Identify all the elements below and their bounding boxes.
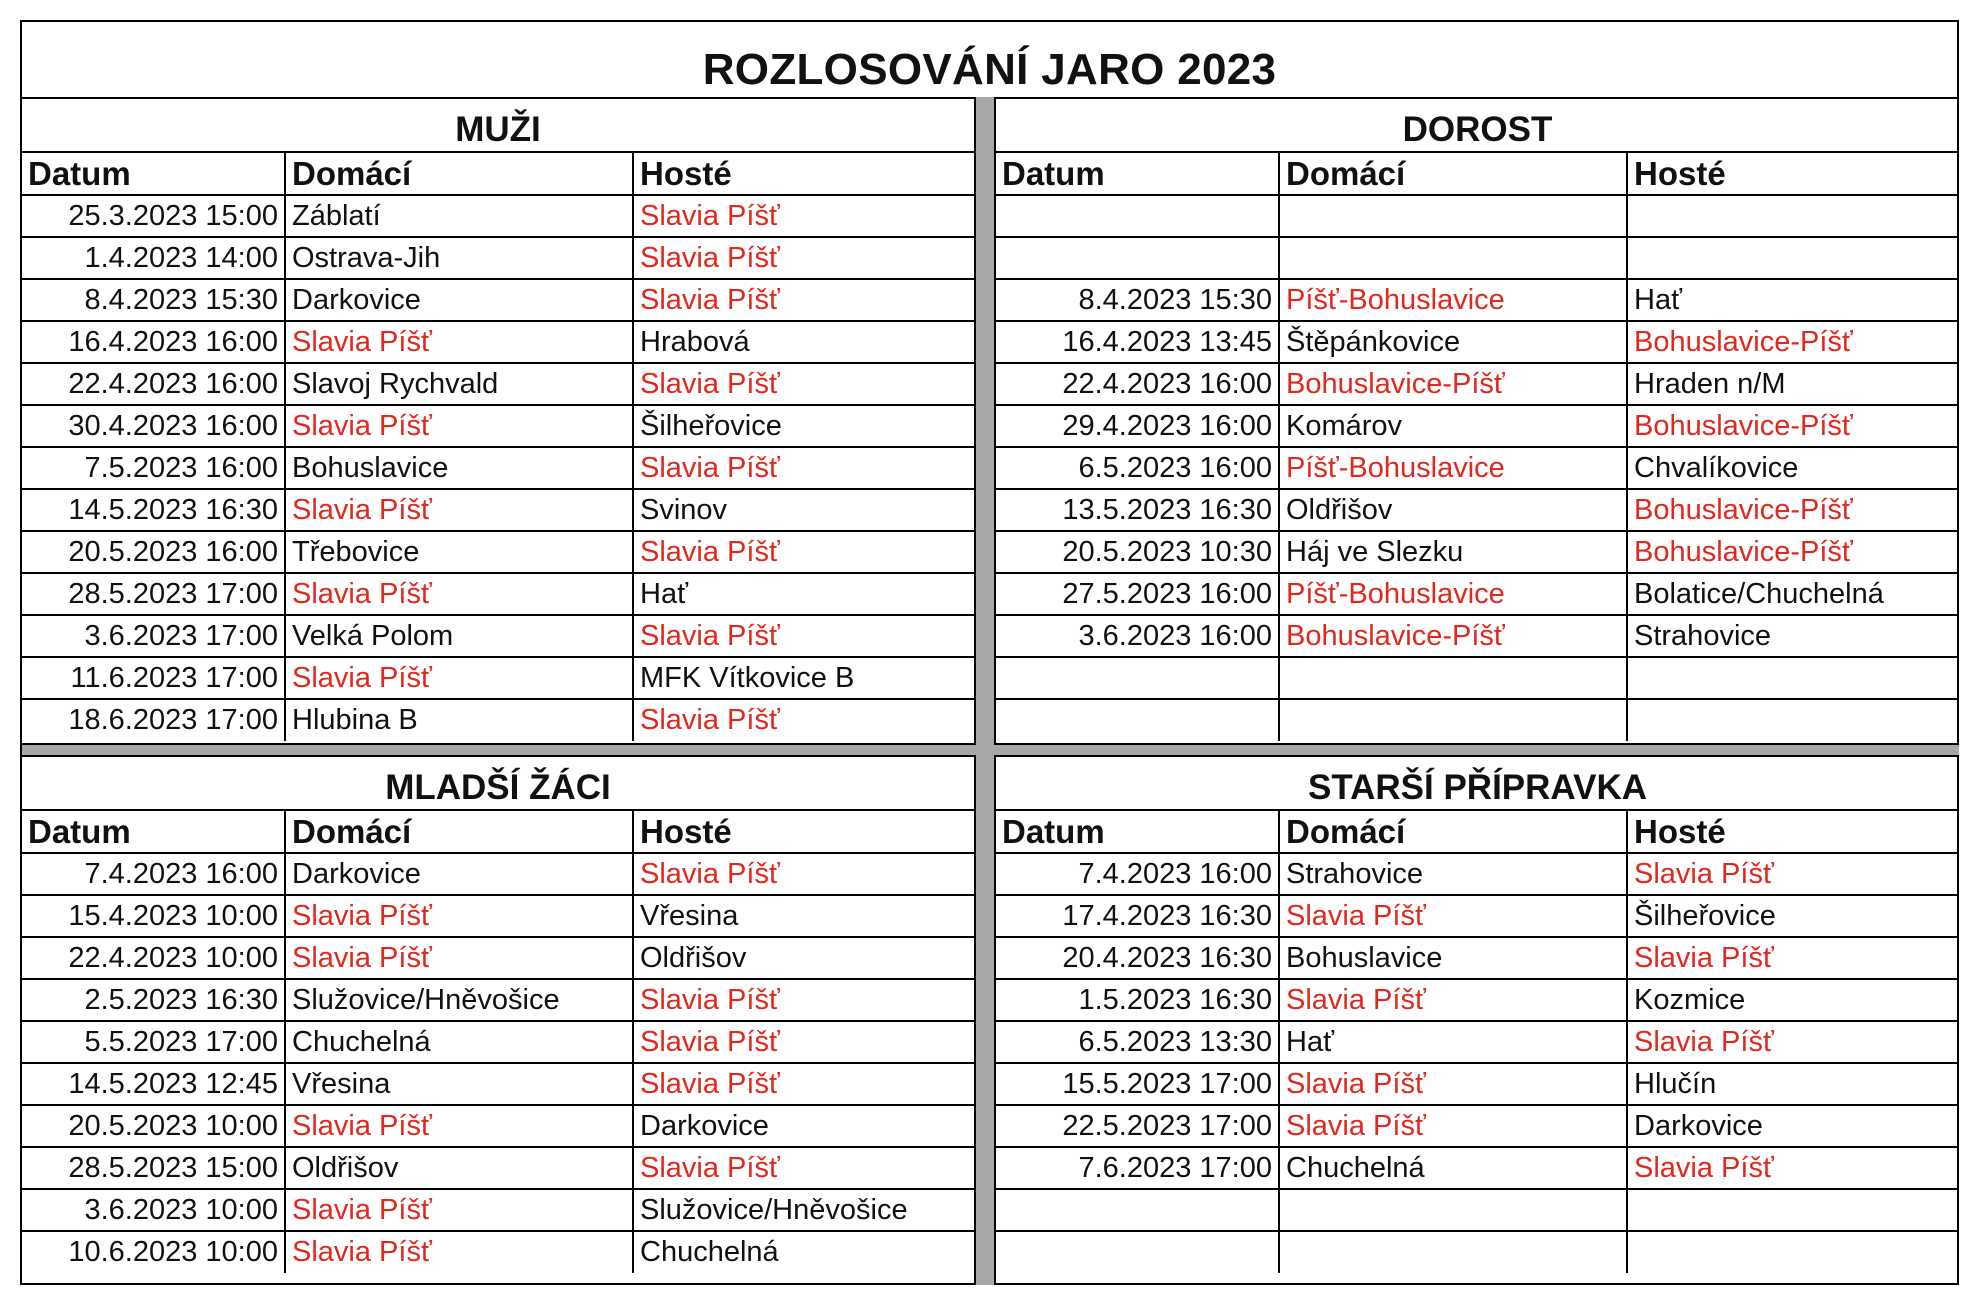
cell-home <box>1279 1189 1627 1231</box>
cell-away: Bolatice/Chuchelná <box>1627 573 1959 615</box>
table-row <box>22 447 974 489</box>
table-row <box>996 405 1959 447</box>
cell-away: Slavia Píšť <box>633 1063 974 1105</box>
match-table <box>22 811 974 1273</box>
table-row <box>22 1105 974 1147</box>
cell-away <box>1627 195 1959 237</box>
cell-home: Komárov <box>1279 405 1627 447</box>
cell-away: Hlučín <box>1627 1063 1959 1105</box>
cell-home: Slavia Píšť <box>285 405 633 447</box>
cell-home <box>1279 1231 1627 1273</box>
table-row <box>22 657 974 699</box>
cell-home: Slavia Píšť <box>285 573 633 615</box>
cell-date: 17.4.2023 16:30 <box>996 895 1279 937</box>
cell-home: Slavia Píšť <box>1279 979 1627 1021</box>
cell-away: Slavia Píšť <box>633 447 974 489</box>
cell-date: 20.5.2023 10:00 <box>22 1105 285 1147</box>
table-row <box>22 279 974 321</box>
table-row <box>22 1021 974 1063</box>
cell-home: Bohuslavice-Píšť <box>1279 615 1627 657</box>
table-row <box>996 699 1959 741</box>
cell-away: Bohuslavice-Píšť <box>1627 405 1959 447</box>
cell-away: Strahovice <box>1627 615 1959 657</box>
table-row <box>996 573 1959 615</box>
table-row <box>996 1231 1959 1273</box>
table-row <box>996 321 1959 363</box>
cell-date: 3.6.2023 16:00 <box>996 615 1279 657</box>
section-dorost <box>996 99 1959 741</box>
cell-date: 8.4.2023 15:30 <box>996 279 1279 321</box>
cell-home: Slavia Píšť <box>285 1189 633 1231</box>
table-row <box>22 895 974 937</box>
cell-date: 16.4.2023 13:45 <box>996 321 1279 363</box>
cell-away: Slavia Píšť <box>633 237 974 279</box>
cell-home <box>1279 195 1627 237</box>
table-row <box>996 237 1959 279</box>
cell-date: 7.6.2023 17:00 <box>996 1147 1279 1189</box>
cell-home: Slavia Píšť <box>1279 1063 1627 1105</box>
table-row <box>22 531 974 573</box>
cell-home <box>1279 237 1627 279</box>
cell-date: 14.5.2023 12:45 <box>22 1063 285 1105</box>
table-row <box>996 447 1959 489</box>
table-row <box>996 279 1959 321</box>
section-title: MUŽI <box>22 99 974 153</box>
table-row <box>996 1105 1959 1147</box>
table-row <box>996 363 1959 405</box>
table-row <box>22 1147 974 1189</box>
cell-home: Slavia Píšť <box>285 657 633 699</box>
table-row <box>22 363 974 405</box>
cell-home: Hať <box>1279 1021 1627 1063</box>
cell-home: Darkovice <box>285 279 633 321</box>
cell-date: 22.4.2023 16:00 <box>22 363 285 405</box>
section-title: STARŠÍ PŘÍPRAVKA <box>996 757 1959 811</box>
table-row <box>996 1189 1959 1231</box>
cell-away: Kozmice <box>1627 979 1959 1021</box>
table-row <box>996 195 1959 237</box>
table-row <box>22 699 974 741</box>
cell-date: 3.6.2023 10:00 <box>22 1189 285 1231</box>
cell-home: Oldřišov <box>1279 489 1627 531</box>
cell-date: 13.5.2023 16:30 <box>996 489 1279 531</box>
section-starsi-pripravka <box>996 757 1959 1273</box>
cell-date: 15.5.2023 17:00 <box>996 1063 1279 1105</box>
cell-date: 27.5.2023 16:00 <box>996 573 1279 615</box>
cell-away <box>1627 1231 1959 1273</box>
match-table <box>22 153 974 741</box>
cell-date: 7.5.2023 16:00 <box>22 447 285 489</box>
cell-home: Slavia Píšť <box>285 321 633 363</box>
cell-away: Služovice/Hněvošice <box>633 1189 974 1231</box>
column-separator <box>974 97 996 1285</box>
cell-date <box>996 1231 1279 1273</box>
cell-date: 1.5.2023 16:30 <box>996 979 1279 1021</box>
cell-date: 29.4.2023 16:00 <box>996 405 1279 447</box>
cell-home: Oldřišov <box>285 1147 633 1189</box>
cell-date: 20.5.2023 16:00 <box>22 531 285 573</box>
cell-away: Slavia Píšť <box>633 1021 974 1063</box>
cell-away: Chuchelná <box>633 1231 974 1273</box>
cell-home: Bohuslavice-Píšť <box>1279 363 1627 405</box>
table-row <box>22 1231 974 1273</box>
table-row <box>996 1021 1959 1063</box>
cell-home: Háj ve Slezku <box>1279 531 1627 573</box>
header-home: Domácí <box>285 811 633 853</box>
header-away: Hosté <box>1627 811 1959 853</box>
header-home: Domácí <box>1279 811 1627 853</box>
cell-home: Slavoj Rychvald <box>285 363 633 405</box>
cell-away: Slavia Píšť <box>633 699 974 741</box>
cell-away: Hrabová <box>633 321 974 363</box>
cell-date: 22.4.2023 16:00 <box>996 363 1279 405</box>
cell-away: Šilheřovice <box>1627 895 1959 937</box>
cell-home: Slavia Píšť <box>285 1105 633 1147</box>
cell-away: Slavia Píšť <box>1627 937 1959 979</box>
cell-home: Chuchelná <box>1279 1147 1627 1189</box>
table-row <box>22 489 974 531</box>
cell-date: 30.4.2023 16:00 <box>22 405 285 447</box>
cell-home: Slavia Píšť <box>1279 895 1627 937</box>
table-row <box>22 853 974 895</box>
cell-away: Slavia Píšť <box>633 853 974 895</box>
table-row <box>996 657 1959 699</box>
cell-away <box>1627 699 1959 741</box>
cell-away: Slavia Píšť <box>633 195 974 237</box>
cell-date: 1.4.2023 14:00 <box>22 237 285 279</box>
cell-home: Píšť-Bohuslavice <box>1279 447 1627 489</box>
section-muzi <box>22 99 974 741</box>
table-row <box>996 979 1959 1021</box>
cell-home: Velká Polom <box>285 615 633 657</box>
cell-date: 2.5.2023 16:30 <box>22 979 285 1021</box>
cell-away: Slavia Píšť <box>633 531 974 573</box>
table-row <box>22 615 974 657</box>
cell-away: Slavia Píšť <box>633 615 974 657</box>
cell-home: Třebovice <box>285 531 633 573</box>
cell-away: Slavia Píšť <box>633 363 974 405</box>
cell-away: Oldřišov <box>633 937 974 979</box>
cell-home: Ostrava-Jih <box>285 237 633 279</box>
sheet-title: ROZLOSOVÁNÍ JARO 2023 <box>702 45 1277 94</box>
cell-away: Vřesina <box>633 895 974 937</box>
cell-date: 5.5.2023 17:00 <box>22 1021 285 1063</box>
cell-away: Slavia Píšť <box>633 1147 974 1189</box>
cell-date: 15.4.2023 10:00 <box>22 895 285 937</box>
table-row <box>22 405 974 447</box>
cell-date: 22.5.2023 17:00 <box>996 1105 1279 1147</box>
cell-date: 6.5.2023 16:00 <box>996 447 1279 489</box>
table-row <box>996 531 1959 573</box>
section-title: DOROST <box>996 99 1959 153</box>
cell-home: Slavia Píšť <box>285 937 633 979</box>
table-row <box>22 237 974 279</box>
cell-home: Hlubina B <box>285 699 633 741</box>
cell-home: Chuchelná <box>285 1021 633 1063</box>
cell-date: 10.6.2023 10:00 <box>68 1236 278 1268</box>
cell-home <box>1279 699 1627 741</box>
table-row <box>996 1063 1959 1105</box>
cell-date: 28.5.2023 15:00 <box>22 1147 285 1189</box>
schedule-sheet <box>20 20 1959 1285</box>
cell-away <box>1627 657 1959 699</box>
cell-date <box>996 237 1279 279</box>
cell-home: Darkovice <box>285 853 633 895</box>
cell-away: Slavia Píšť <box>1627 853 1959 895</box>
cell-date: 28.5.2023 17:00 <box>22 573 285 615</box>
table-row <box>22 937 974 979</box>
sheet-title-row <box>22 22 1957 99</box>
cell-home: Štěpánkovice <box>1279 321 1627 363</box>
table-row <box>996 489 1959 531</box>
section-title: MLADŠÍ ŽÁCI <box>22 757 974 811</box>
cell-home: Slavia Píšť <box>285 895 633 937</box>
cell-date: 14.5.2023 16:30 <box>22 489 285 531</box>
cell-date: 11.6.2023 17:00 <box>22 657 285 699</box>
cell-away: Slavia Píšť <box>633 279 974 321</box>
table-row <box>996 937 1959 979</box>
cell-date <box>996 195 1279 237</box>
cell-date: 6.5.2023 13:30 <box>996 1021 1279 1063</box>
header-date: Datum <box>996 811 1279 853</box>
cell-date: 22.4.2023 10:00 <box>22 937 285 979</box>
header-date: Datum <box>22 811 285 853</box>
header-away: Hosté <box>633 153 974 195</box>
table-row <box>22 321 974 363</box>
cell-away: Svinov <box>633 489 974 531</box>
cell-date: 7.4.2023 16:00 <box>22 853 285 895</box>
row-separator-left <box>22 743 976 757</box>
cell-away: Bohuslavice-Píšť <box>1627 321 1959 363</box>
cell-home: Bohuslavice <box>1279 937 1627 979</box>
table-row <box>996 895 1959 937</box>
cell-date <box>996 657 1279 699</box>
cell-date: 25.3.2023 15:00 <box>22 195 285 237</box>
cell-home: Strahovice <box>1279 853 1627 895</box>
cell-away: Slavia Píšť <box>1627 1021 1959 1063</box>
cell-date: 8.4.2023 15:30 <box>22 279 285 321</box>
header-date: Datum <box>996 153 1279 195</box>
cell-home: Píšť-Bohuslavice <box>1279 573 1627 615</box>
cell-home: Vřesina <box>285 1063 633 1105</box>
section-mladsi-zaci <box>22 757 974 1273</box>
table-row <box>996 615 1959 657</box>
cell-date <box>996 699 1279 741</box>
table-row <box>22 979 974 1021</box>
cell-date: 18.6.2023 17:00 <box>68 704 278 736</box>
table-header-row <box>22 811 974 853</box>
cell-date: 16.4.2023 16:00 <box>22 321 285 363</box>
cell-away: Hať <box>1627 279 1959 321</box>
table-header-row <box>996 811 1959 853</box>
cell-away: Slavia Píšť <box>633 979 974 1021</box>
cell-away: Slavia Píšť <box>1627 1147 1959 1189</box>
table-row <box>22 1189 974 1231</box>
cell-away: Bohuslavice-Píšť <box>1627 531 1959 573</box>
cell-date: 3.6.2023 17:00 <box>22 615 285 657</box>
cell-home: Slavia Píšť <box>285 1231 633 1273</box>
header-date: Datum <box>22 153 285 195</box>
match-table <box>996 811 1959 1273</box>
table-row <box>996 853 1959 895</box>
cell-away: Darkovice <box>1627 1105 1959 1147</box>
cell-date <box>996 1189 1279 1231</box>
header-home: Domácí <box>285 153 633 195</box>
cell-away: Šilheřovice <box>633 405 974 447</box>
header-away: Hosté <box>633 811 974 853</box>
table-row <box>22 195 974 237</box>
cell-away: Bohuslavice-Píšť <box>1627 489 1959 531</box>
cell-home: Slavia Píšť <box>1279 1105 1627 1147</box>
table-header-row <box>996 153 1959 195</box>
cell-away: Hraden n/M <box>1627 363 1959 405</box>
cell-home: Služovice/Hněvošice <box>285 979 633 1021</box>
header-away: Hosté <box>1627 153 1959 195</box>
cell-away <box>1627 1189 1959 1231</box>
cell-home: Píšť-Bohuslavice <box>1279 279 1627 321</box>
cell-away <box>1627 237 1959 279</box>
cell-home: Záblatí <box>285 195 633 237</box>
cell-date: 20.5.2023 10:30 <box>996 531 1279 573</box>
row-separator-right <box>994 743 1959 757</box>
cell-away: MFK Vítkovice B <box>633 657 974 699</box>
cell-home: Bohuslavice <box>285 447 633 489</box>
table-row <box>996 1147 1959 1189</box>
cell-date: 20.4.2023 16:30 <box>996 937 1279 979</box>
cell-away: Chvalíkovice <box>1627 447 1959 489</box>
cell-away: Hať <box>633 573 974 615</box>
match-table <box>996 153 1959 741</box>
cell-home <box>1279 657 1627 699</box>
header-home: Domácí <box>1279 153 1627 195</box>
cell-home: Slavia Píšť <box>285 489 633 531</box>
table-header-row <box>22 153 974 195</box>
table-row <box>22 573 974 615</box>
cell-away: Darkovice <box>633 1105 974 1147</box>
cell-date: 7.4.2023 16:00 <box>996 853 1279 895</box>
table-row <box>22 1063 974 1105</box>
